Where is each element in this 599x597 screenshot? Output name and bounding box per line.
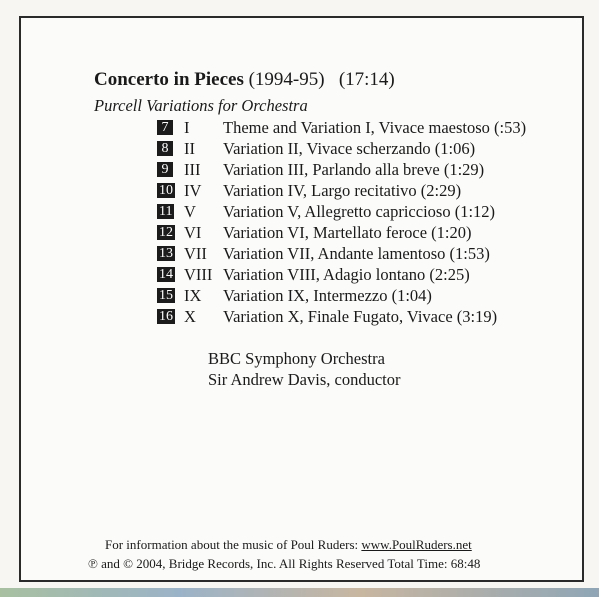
track-description: Theme and Variation I, Vivace maestoso (:53) bbox=[223, 118, 527, 137]
track-row bbox=[157, 286, 557, 307]
track-list bbox=[157, 118, 557, 328]
work-years: (1994-95) bbox=[248, 69, 325, 90]
track-description: Variation VII, Andante lamentoso (1:53) bbox=[223, 244, 490, 263]
info-text: For information about the music of Poul Ruders: bbox=[105, 537, 359, 552]
orchestra-name: BBC Symphony Orchestra bbox=[208, 349, 385, 368]
track-description: Variation X, Finale Fugato, Vivace (3:19) bbox=[223, 307, 498, 326]
track-number-badge: 15 bbox=[159, 288, 173, 303]
variation-numeral: I bbox=[184, 118, 190, 137]
background-photo-edge bbox=[0, 588, 599, 597]
work-subtitle: Purcell Variations for Orchestra bbox=[94, 96, 308, 115]
track-description: Variation III, Parlando alla breve (1:29) bbox=[223, 160, 485, 179]
variation-numeral: VIII bbox=[184, 265, 213, 284]
conductor-name: Sir Andrew Davis, conductor bbox=[208, 370, 401, 389]
work-duration: (17:14) bbox=[338, 69, 395, 90]
track-description: Variation V, Allegretto capriccioso (1:12) bbox=[223, 202, 496, 221]
track-row bbox=[157, 139, 557, 160]
track-description: Variation IX, Intermezzo (1:04) bbox=[223, 286, 432, 305]
track-number-badge: 13 bbox=[159, 246, 173, 261]
track-number-badge: 7 bbox=[157, 120, 173, 135]
variation-numeral: X bbox=[184, 307, 196, 326]
variation-numeral: V bbox=[184, 202, 196, 221]
track-number-badge: 10 bbox=[159, 183, 173, 198]
copyright-line: ℗ and © 2004, Bridge Records, Inc. All Rights Reserved Total Time: 68:48 bbox=[88, 556, 481, 571]
track-number-badge: 12 bbox=[159, 225, 173, 240]
track-number-badge: 14 bbox=[159, 267, 173, 282]
track-description: Variation VI, Martellato feroce (1:20) bbox=[223, 223, 472, 242]
website-link[interactable]: www.PoulRuders.net bbox=[361, 537, 472, 552]
track-row bbox=[157, 244, 557, 265]
variation-numeral: IX bbox=[184, 286, 202, 305]
track-row bbox=[157, 265, 557, 286]
track-row bbox=[157, 223, 557, 244]
track-row bbox=[157, 118, 557, 139]
track-row bbox=[157, 202, 557, 223]
work-title: Concerto in Pieces bbox=[94, 69, 244, 90]
track-description: Variation VIII, Adagio lontano (2:25) bbox=[223, 265, 470, 284]
track-number-badge: 16 bbox=[159, 309, 173, 324]
track-description: Variation II, Vivace scherzando (1:06) bbox=[223, 139, 476, 158]
performer-credits bbox=[208, 348, 400, 390]
work-heading bbox=[94, 69, 395, 91]
track-row bbox=[157, 307, 557, 328]
track-row bbox=[157, 160, 557, 181]
info-line bbox=[105, 537, 472, 553]
track-number-badge: 8 bbox=[157, 141, 173, 156]
track-row bbox=[157, 181, 557, 202]
variation-numeral: VI bbox=[184, 223, 202, 242]
variation-numeral: VII bbox=[184, 244, 207, 263]
variation-numeral: IV bbox=[184, 181, 202, 200]
variation-numeral: II bbox=[184, 139, 195, 158]
track-description: Variation IV, Largo recitativo (2:29) bbox=[223, 181, 462, 200]
track-number-badge: 11 bbox=[159, 204, 173, 219]
track-number-badge: 9 bbox=[157, 162, 173, 177]
variation-numeral: III bbox=[184, 160, 201, 179]
